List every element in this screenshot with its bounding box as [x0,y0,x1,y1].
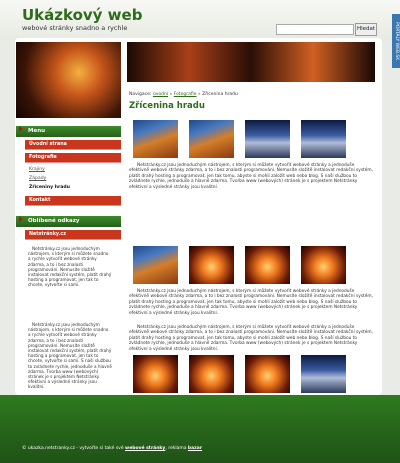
site-header [0,0,400,40]
left-banner-image [16,42,121,118]
gallery-thumbnail[interactable] [189,246,234,284]
footer-background [0,395,400,463]
footer-text: , reklama [165,446,187,451]
favorites-heading [16,216,121,227]
breadcrumb-label: Navigace: [129,92,152,97]
content-paragraph: Netstránky.cz jsou jednoduchým nástrojem, s kterým si můžete vytvořit webové stránky a jednoduše efektivně webové stránky zdarma, a to i bez znalosti programování. Nemusíte složitě instalovat redakční systém, platit drahý hosting a programovat, jen tak tomu, abyste si mohli založit web nebo blog. S naší službou to zvládnete rychle, jednoduše a hlavně zdarma. Tvorba www (webových) stránek je s projektem Netstránky efektivní a výsledné stránky jsou kvalitní. [129,325,373,352]
gallery-thumbnail[interactable] [301,120,346,158]
menu-item-photos[interactable]: Fotografie [25,153,121,163]
page-title: Zřícenina hradu [129,101,205,111]
breadcrumb: Navigace: úvodní » Fotografie » Zřícenina hradu [129,92,238,97]
gallery-thumbnail[interactable] [301,355,346,393]
site-title[interactable]: Ukázkový web [22,6,143,24]
footer-link-webpages[interactable]: webové stránky [125,446,166,451]
gallery-thumbnail[interactable] [133,246,178,284]
footer-text: © ukazka.netstranky.cz - vytvořte si také své [22,446,124,451]
gallery-thumbnail[interactable] [301,246,346,284]
left-text-block: Netstránky.cz jsou jednoduchým nástrojem, s kterým si můžete snadno a rychle vytvořit webové stránky zdarma, a to i bez znalosti programování. Nemusíte složitě instalovat redakční systém, platit drahý hosting a programovat, jen tak to chcete, vytvořte si sami. S naší službou to zvládnete rychle, jednoduše a hlavně zdarma. Tvorba www (webových) stránek je s projektem Netstránky efektivní a výsledné stránky jsou kvalitní. [28,322,112,390]
favorites-heading-label: Oblíbené odkazy [28,218,80,224]
favorite-link-netstranky[interactable]: Netstránky.cz [25,230,121,240]
footer-link-bazar[interactable]: bazar [187,446,203,451]
gallery-thumbnail[interactable] [133,355,178,393]
left-text-block: Netstránky.cz jsou jednoduchým nástrojem, s kterým si můžete snadno a rychle vytvořit webové stránky zdarma, a to i bez znalosti programování. Nemusíte složitě instalovat redakční systém, platit drahý hosting a programovat, jen tak to chcete, vytvořte si sami. [28,246,112,288]
menu-heading-label: Menu [28,128,46,134]
content-paragraph: Netstránky.cz jsou jednoduchým nástrojem, s kterým si můžete vytvořit webové stránky a jednoduše efektivně webové stránky zdarma, a to i bez znalosti programování. Nemusíte složitě instalovat redakční systém, platit drahý hosting a programovat, jen tak tomu, abyste si mohli založit web nebo blog. S naší službou to zvládnete rychle, jednoduše a hlavně zdarma. Tvorba www (webových) stránek je s projektem Netstránky efektivní a výsledné stránky jsou kvalitní. [129,163,373,190]
submenu-item-sunsets[interactable]: Západy [29,176,47,181]
search-button[interactable]: Hledat [355,23,377,36]
content-paragraph: Netstránky.cz jsou jednoduchým nástrojem, s kterým si můžete vytvořit webové stránky a jednoduše efektivně webové stránky zdarma, a to i bez znalosti programování. Nemusíte složitě instalovat redakční systém, platit drahý hosting a programovat, jen tak tomu, abyste si mohli založit web nebo blog. S naší službou to zvládnete rychle, jednoduše a hlavně zdarma. Tvorba www (webových) stránek je s projektem Netstránky efektivní a výsledné stránky jsou kvalitní. [129,289,373,316]
bullet-icon [19,216,23,222]
gallery-thumbnail[interactable] [245,246,290,284]
submenu-item-castle-ruins[interactable]: Zříceniny hradu [29,185,70,190]
gallery-thumbnail[interactable] [189,355,234,393]
search-input[interactable] [276,24,354,35]
gallery-thumbnail[interactable] [133,120,178,158]
submenu-item-landscapes[interactable]: Krajiny [29,167,45,172]
breadcrumb-current: Zřícenina hradu [202,92,238,97]
bullet-icon [19,126,23,132]
right-banner-image [127,42,375,82]
footer [22,446,202,451]
menu-item-contact[interactable]: Kontakt [25,196,121,206]
menu-item-home[interactable]: Úvodní strana [25,140,121,150]
breadcrumb-link-photos[interactable]: Fotografie [173,92,197,97]
site-subtitle: webové stránky snadno a rychle [22,24,128,32]
menu-heading [16,126,121,137]
gallery-thumbnail[interactable] [245,355,290,393]
portal-side-tab[interactable]: PORTÁLY WEB.SK [392,14,400,68]
gallery-thumbnail[interactable] [245,120,290,158]
breadcrumb-link-home[interactable]: úvodní [152,92,169,97]
gallery-thumbnail[interactable] [189,120,234,158]
